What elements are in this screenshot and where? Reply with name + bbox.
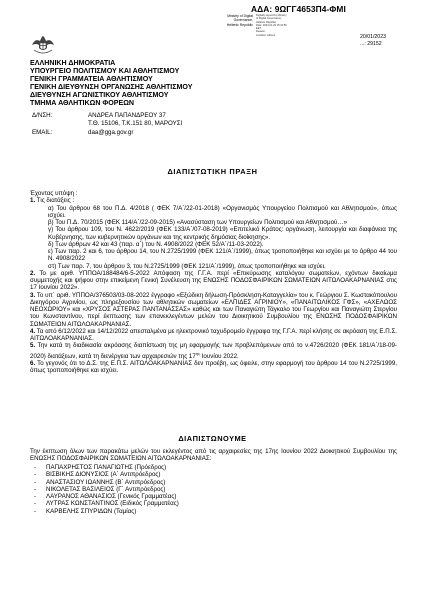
list-item: - ΝΙΚΟΛΕΤΑΣ ΒΑΣΙΛΕΙΟΣ (Γ΄ Αντιπρόεδρος): [34, 485, 166, 493]
list-item: - ΛΑΥΡΑΝΟΣ ΑΘΑΝΑΣΙΟΣ (Γενικός Γραμματέας): [34, 493, 177, 501]
document-body: [30, 190, 397, 374]
address-row: [0, 112, 425, 120]
clause-c: γ) Του άρθρου 109, του Ν. 4622/2019 (ΦΕΚ 133/Α΄/07-08-2019) «Επιτελικό Κράτος: οργάνωση, λειτουργία και διαφάνεια της Κυβέρνησης, των κυβερνητικών οργάνων και της κεντρικής δημόσιας διοίκησης».: [48, 226, 397, 241]
email-label: EMAIL:: [32, 129, 53, 136]
clause-f: στ) Των παρ. 7, του άρθρου 3, του Ν.2725/1999 (ΦΕΚ 121/Α΄/1999), όπως τροποποιήθηκε και ισχύει.: [48, 262, 326, 270]
address-label: Δ/ΝΣΗ:: [32, 112, 53, 119]
intro-line: Έχοντας υπόψη :: [30, 190, 78, 197]
address-street: ΑΝΔΡΕΑ ΠΑΠΑΝΔΡΕΟΥ 37: [88, 112, 166, 119]
org-line: ΕΛΛΗΝΙΚΗ ΔΗΜΟΚΡΑΤΙΑ: [30, 59, 116, 67]
paragraph-4: 4. Τα από 6/12/2022 και 14/12/2022 απεσταλμένα με ηλεκτρονικό ταχυδρομείο έγγραφα της Γ.Γ.Α. περί κλήσης σε ακρόαση της Ε.Π.Σ. ΑΙΤΩΛΟΑΚΑΡΝΑΝΙΑΣ.: [30, 327, 397, 342]
email-value: daa@gga.gov.gr: [88, 129, 134, 136]
protocol-number: ...: 29152: [360, 40, 382, 47]
hellenic-emblem-icon: [30, 33, 56, 57]
ada-code: ΑΔΑ: 9ΩΓΓ4653Π4-ΦΜΙ: [251, 4, 346, 14]
list-item: - ΛΥΤΡΑΣ ΚΩΝΣΤΑΝΤΙΝΟΣ (Ειδικός Γραμματέας): [34, 500, 179, 508]
org-line: ΤΜΗΜΑ ΑΘΛΗΤΙΚΩΝ ΦΟΡΕΩΝ: [30, 99, 135, 108]
paragraph-2: 2. Το με αριθ. ΥΠΠΟΑ/188484/6-5-2022 Απόφαση της Γ.Γ.Α. περί «Επικύρωσης καταλόγου σωματείων, εχόντων δικαίωμα συμμετοχής και ψήφου στην επικείμενη Γενική Συνέλευση της ΕΝΩΣΗΣ ΠΟΔΟΣΦΑΙΡΙΚΩΝ ΣΩΜΑΤΕΙΩΝ ΑΙΤΩΛΟΑΚΑΡΝΑΝΙΑΣ στις 17 Ιουνίου 2022».: [30, 269, 397, 292]
clause-d: δ) Των άρθρων 42 και 43 (παρ. α΄) του Ν. 4908/2022 (ΦΕΚ 52/Α΄/11-03-2022).: [48, 240, 264, 248]
decision-text: Την έκπτωση όλων των παρακάτω μελών του εκλεγέντος από τις αρχαιρεσίες της 17ης Ιουνίου 2022 Διοικητικού Συμβουλίου της ΕΝΩΣΗΣ ΠΟΔΟΣΦΑΙΡΙΚΩΝ ΣΩΜΑΤΕΙΩΝ ΑΙΤΩΛΟΑΚΑΡΝΑΝΙΑΣ:: [30, 448, 397, 463]
list-item: - ΑΝΑΣΤΑΣΙΟΥ ΙΩΑΝΝΗΣ (Β΄ Αντιπρόεδρος): [34, 478, 166, 486]
org-line: ΓΕΝΙΚΗ ΓΡΑΜΜΑΤΕΙΑ ΑΘΛΗΤΙΣΜΟΥ: [30, 75, 153, 84]
paragraph-6: 6. Το γεγονός ότι το Δ.Σ. της Ε.Π.Σ. ΑΙΤΩΛΟΑΚΑΡΝΑΝΙΑΣ δεν προέβη, ως όφειλε, στην εφαρμογή του άρθρου 14 του Ν.2725/1999, όπως τροποποιήθηκε και ισχύει.: [30, 359, 397, 375]
paragraph-1: 1. Τις διατάξεις :: [30, 197, 75, 205]
list-item: - ΚΑΡΒΕΛΗΣ ΣΠΥΡΙΔΩΝ (Ταμίας): [34, 507, 137, 515]
clause-b: β) Του Π.Δ. 70/2015 (ΦΕΚ 114/Α΄/22-09-2015) «Ανασύσταση των Υπουργείων Πολιτισμού και Αθλητισμού…»: [48, 219, 348, 226]
email-row: [0, 129, 425, 137]
clause-e: ε) Των παρ. 2 και 6, του άρθρου 14, του Ν.2725/1999 (ΦΕΚ 121/Α΄/1999), όπως τροποποιήθηκε και ισχύει με το άρθρο 44 του Ν. 4908/2022: [48, 248, 397, 263]
clause-a: α) Του άρθρου 68 του Π.Δ. 4/2018 ( ΦΕΚ 7/Α΄/22-01-2018) «Οργανισμός Υπουργείου Πολιτισμού και Αθλητισμού», όπως ισχύει.: [48, 204, 397, 219]
organization-header: [30, 59, 192, 108]
members-list: [34, 464, 179, 515]
org-line: ΓΕΝΙΚΗ ΔΙΕΥΘΥΝΣΗ ΟΡΓΑΝΩΣΗΣ ΑΘΛΗΤΙΣΜΟΥ: [30, 83, 193, 92]
document-title: ΔΙΑΠΙΣΤΩΤΙΚΗ ΠΡΑΞΗ: [167, 167, 258, 176]
digital-signature-stamp: [213, 14, 292, 37]
signature-details: Digitally signed by Ministry of Digital Governance, Hellenic Republic Date: 2023.01.20 15:19:56 EET Reason: Location: Athens: [256, 14, 287, 37]
list-item: - ΠΑΠΑΧΡΗΣΤΟΣ ΠΑΝΑΓΙΩΤΗΣ (Πρόεδρος): [34, 464, 167, 471]
date-block: [360, 34, 386, 47]
document-date: 20/01/2023: [360, 34, 386, 40]
postal-row: [0, 120, 425, 128]
signature-issuer: Ministry of Digital Governance, Hellenic Republic: [226, 14, 253, 27]
list-item: - ΒΙΣΒΙΚΗΣ ΔΙΟΝΥΣΙΟΣ (Α΄ Αντιπρόεδρος): [34, 471, 161, 479]
paragraph-5: 5. Την κατά τη διαδικασία ακρόασης διαπίστωση της μη εφαρμογής των προβλεπόμενων από το ν.4726/2020 (ΦΕΚ 181/Α΄/18-09-2020) διατάξεων, κατά τη διενέργεια των αρχαιρεσιών της $17^{\eta\varsigma}$ Ιουνίου 2022.: [30, 342, 397, 360]
org-line: ΥΠΟΥΡΓΕΙΟ ΠΟΛΙΤΙΣΜΟΥ ΚΑΙ ΑΘΛΗΤΙΣΜΟΥ: [30, 67, 180, 76]
address-postal: Τ.Θ. 15106, Τ.Κ.151 80, ΜΑΡΟΥΣΙ: [88, 120, 183, 127]
org-line: ΔΙΕΥΘΥΝΣΗ ΑΓΩΝΙΣΤΙΚΟΥ ΑΘΛΗΤΙΣΜΟΥ: [30, 91, 169, 100]
decision-text-block: [30, 448, 397, 463]
paragraph-3: 3. Το υπ΄ αριθ. ΥΠΠΟΑ/376503/03-08-2022 έγγραφο «Εξώδικη δήλωση-Πρόσκληση-Καταγγελία» του κ. Γεώργιου Σ. Κωστακόπουλου Δικηγόρου Αγρινίου, ως πληρεξουσίου των αθλητικών σωματείων «ΕΛΠΙΔΕΣ ΑΓΡΙΝΙΟΥ», «ΠΑΝΑΙΤΩΛΙΚΟΣ ΓΦΣ», «ΑΧΕΛΩΟΣ ΝΕΟΧΩΡΙΟΥ» και «ΧΡΥΣΟΣ ΑΣΤΕΡΑΣ ΠΑΝΤΑΝΑΣΣΑΣ» καθώς και των Παναγιώτη Τάγκαλο του Γεωργίου και Παναγιώτη Στεργίου του Κωνσταντίνου, περί έκπτωσης των επανεκλεγέντων μελών του Διοικητικού Συμβουλίου της ΕΝΩΣΗΣ ΠΟΔΟΣΦΑΙΡΙΚΩΝ ΣΩΜΑΤΕΙΩΝ ΑΙΤΩΛΟΑΚΑΡΝΑΝΙΑΣ.: [30, 291, 397, 328]
decision-title: ΔΙΑΠΙΣΤΩΝΟΥΜΕ: [178, 434, 247, 443]
